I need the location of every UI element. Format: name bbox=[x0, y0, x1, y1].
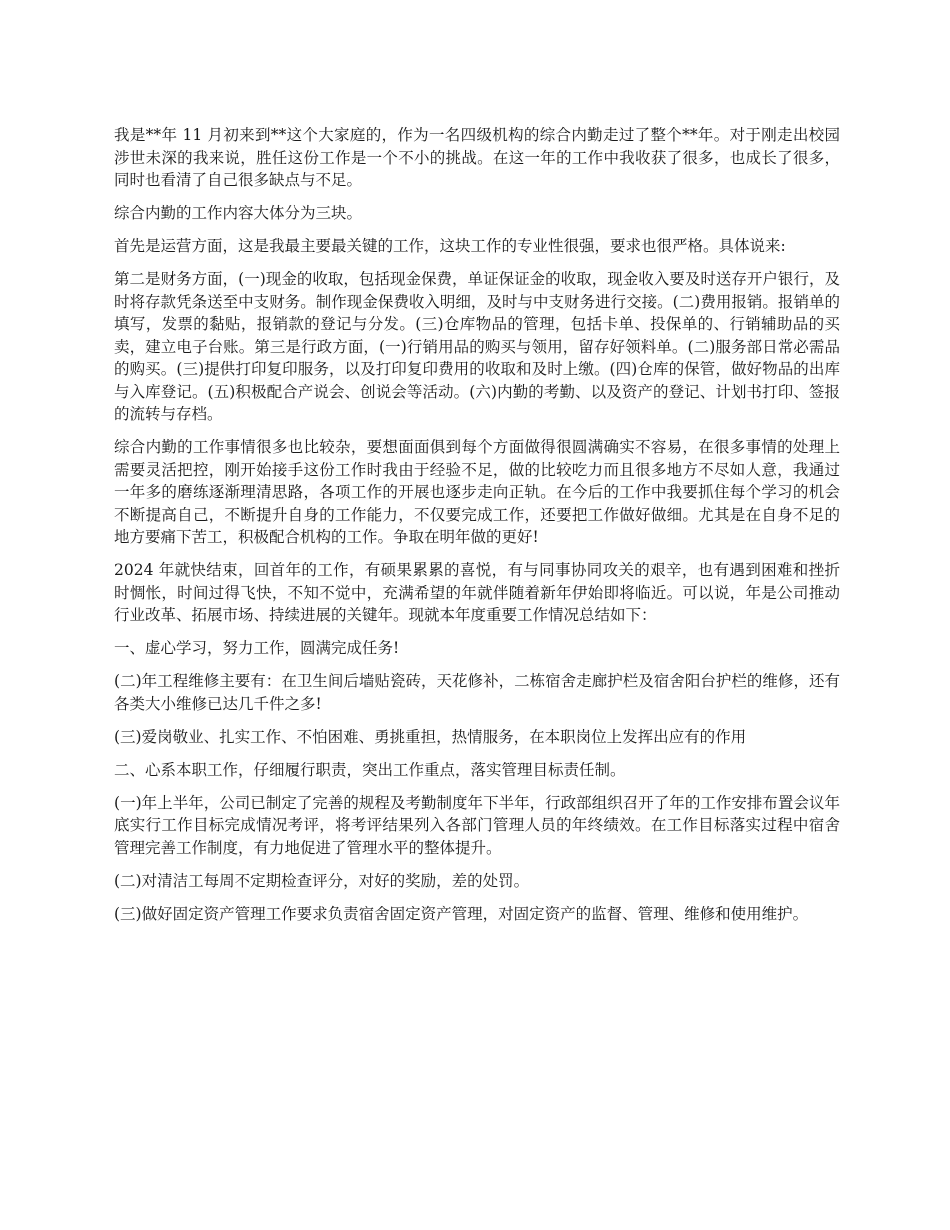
paragraph-year-summary: 2024 年就快结束，回首年的工作，有硕果累累的喜悦，有与同事协同攻关的艰辛，也有遇到困难和挫折时惆怅，时间过得飞快，不知不觉中，充满希望的年就伴随着新年伊始即将临近。可以说，年是公司推动行业改革、拓展市场、持续进展的关键年。现就本年度重要工作情况总结如下： bbox=[114, 561, 840, 624]
paragraph-dedication: (三)爱岗敬业、扎实工作、不怕困难、勇挑重担，热情服务，在本职岗位上发挥出应有的作用 bbox=[114, 727, 747, 746]
document-body bbox=[114, 124, 840, 936]
paragraph-cleaning-check: (二)对清洁工每周不定期检查评分，对好的奖励，差的处罚。 bbox=[114, 871, 530, 890]
paragraph-finance-admin: 第二是财务方面，(一)现金的收取，包括现金保费，单证保证金的收取，现金收入要及时送存开户银行，及时将存款凭条送至中支财务。制作现金保费收入明细，及时与中支财务进行交接。(二)费用报销。报销单的填写，发票的黏贴，报销款的登记与分发。(三)仓库物品的管理，包括卡单、投保单的、行销辅助品的买卖，建立电子台账。第三是行政方面，(一)行销用品的购买与领用，留存好领料单。(二)服务部日常必需品的购买。(三)提供打印复印服务，以及打印复印费用的收取和及时上缴。(四)仓库的保管，做好物品的出库与入库登记。(五)积极配合产说会、创说会等活动。(六)内勤的考勤、以及资产的登记、计划书打印、签报的流转与存档。 bbox=[114, 270, 840, 423]
paragraph-operations: 首先是运营方面，这是我最主要最关键的工作，这块工作的专业性很强，要求也很严格。具体说来: bbox=[114, 237, 786, 255]
section-heading-2: 二、心系本职工作，仔细履行职责，突出工作重点，落实管理目标责任制。 bbox=[114, 760, 626, 779]
section-heading-1: 一、虚心学习，努力工作，圆满完成任务! bbox=[114, 639, 400, 657]
paragraph-intro: 我是**年 11 月初来到**这个大家庭的，作为一名四级机构的综合内勤走过了整个**年。对于刚走出校园涉世未深的我来说，胜任这份工作是一个不小的挑战。在这一年的工作中我收获了很多，也成长了很多，同时也看清了自己很多缺点与不足。 bbox=[114, 126, 840, 189]
paragraph-management-rules: (一)年上半年，公司已制定了完善的规程及考勤制度年下半年，行政部组织召开了年的工作安排布置会议年底实行工作目标完成情况考评，将考评结果列入各部门管理人员的年终绩效。在工作目标落实过程中宿舍管理完善工作制度，有力地促进了管理水平的整体提升。 bbox=[114, 793, 840, 857]
paragraph-fixed-assets: (三)做好固定资产管理工作要求负责宿舍固定资产管理，对固定资产的监督、管理、维修和使用维护。 bbox=[114, 904, 809, 923]
paragraph-maintenance: (二)年工程维修主要有：在卫生间后墙贴瓷砖，天花修补，二栋宿舍走廊护栏及宿舍阳台护栏的维修，还有各类大小维修已达几千件之多! bbox=[114, 672, 840, 713]
paragraph-reflection: 综合内勤的工作事情很多也比较杂，要想面面俱到每个方面做得很圆满确实不容易，在很多事情的处理上需要灵活把控，刚开始接手这份工作时我由于经验不足，做的比较吃力而且很多地方不尽如人意，我通过一年多的磨练逐渐理清思路，各项工作的开展也逐步走向正轨。在今后的工作中我要抓住每个学习的机会不断提高自己，不断提升自身的工作能力，不仅要完成工作，还要把工作做好做细。尤其是在自身不足的地方要痛下苦工，积极配合机构的工作。争取在明年做的更好! bbox=[114, 438, 840, 546]
paragraph-work-overview: 综合内勤的工作内容大体分为三块。 bbox=[114, 204, 363, 222]
